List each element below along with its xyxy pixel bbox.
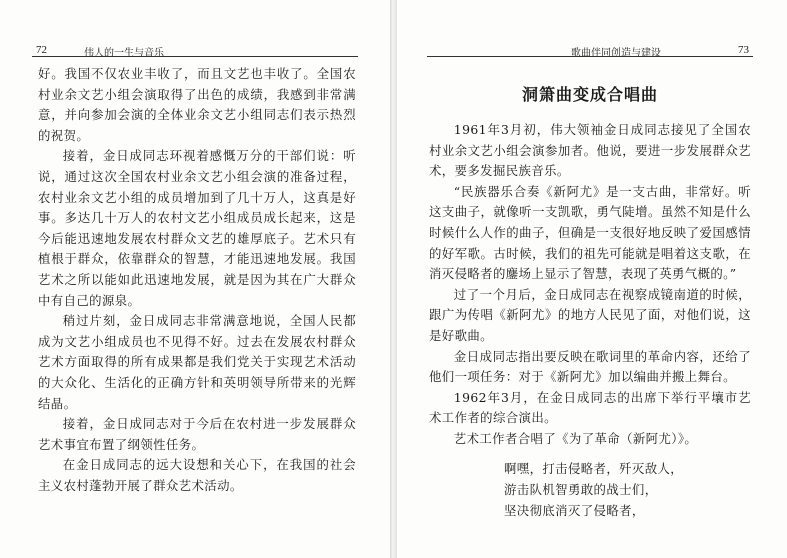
lyric-line: 坚决彻底消灭了侵略者， (504, 503, 645, 518)
right-paragraph: 艺术工作者合唱了《为了革命（新阿尤）》。 (453, 430, 698, 446)
left-paragraph: 在金日成同志的远大设想和关心下，在我国的社会主义农村蓬勃开展了群众艺术活动。 (38, 457, 356, 493)
lyric-line: 啊嘿，打击侵略者，歼灭敌人， (504, 461, 684, 476)
left-paragraph: 接着，金日成同志对于今后在农村进一步发展群众艺术事宜布置了纲领性任务。 (38, 416, 356, 452)
left-paragraph: 接着，金日成同志环视着感慨万分的干部们说：听说，通过这次全国农村业余文艺小组会演的准备过程，农村业余文艺小组的成员增加到了几十万人，这真是好事。多达几十万人的农村文艺小组成员成长起来，这是今后能迅速地发展农村群众文艺的雄厚底子。艺术只有植根于群众，依靠群众的智慧，才能迅速地发展。我国艺术之所以能如此迅速地发展，就是因为其在广大群众中有自己的源泉。 (38, 148, 356, 308)
right-paragraph: 1962年3月，在金日成同志的出席下举行平壤市艺术工作者的综合演出。 (429, 389, 751, 426)
left-header-rule (32, 56, 358, 57)
left-paragraph: 好。我国不仅农业丰收了，而且文艺也丰收了。全国农村业余文艺小组会演取得了出色的成绩，我感到非常满意，并向参加会演的全体业余文艺小组同志们表示热烈的祝贺。 (38, 66, 356, 143)
right-paragraph: 金日成同志指出要反映在歌词里的革命内容，还给了他们一项任务：对于《新阿尤》加以编曲并搬上舞台。 (429, 348, 751, 385)
right-running-title: 歌曲伴同创造与建设 (571, 48, 661, 59)
right-page-number: 73 (738, 44, 749, 56)
book-gutter (390, 0, 397, 558)
lyric-line: 游击队机智勇敢的战士们， (504, 482, 658, 497)
left-page-number: 72 (36, 44, 47, 56)
right-paragraph: 过了一个月后，金日成同志在视察成镜南道的时候，跟广为传唱《新阿尤》的地方人民见了面，对他们说，这是好歌曲。 (429, 286, 751, 343)
left-paragraph: 稍过片刻，金日成同志非常满意地说，全国人民都成为文艺小组成员也不见得不好。过去在发展农村群众艺术方面取得的所有成果都是我们党关于实现艺术活动的大众化、生活化的正确方针和英明领导所带来的光辉结晶。 (38, 313, 356, 411)
left-body-text (38, 64, 356, 496)
left-page (0, 0, 390, 558)
right-body-text (429, 120, 751, 450)
song-lyrics (504, 458, 744, 521)
left-running-title: 伟人的一生与音乐 (84, 48, 164, 59)
right-paragraph: “民族器乐合奏《新阿尤》是一支古曲，非常好。听这支曲子，就像听一支凯歌，勇气陡增。虽然不知是什么时候什么人作的曲子，但确是一支很好地反映了爱国感情的好军歌。古时候，我们的祖先可能就是唱着这支歌，在消灭侵略者的鏖场上显示了智慧，表现了英勇气概的。” (429, 183, 751, 282)
section-heading: 洞箫曲变成合唱曲 (521, 85, 658, 104)
right-header-rule (427, 56, 753, 57)
right-paragraph: 1961年3月初，伟大领袖金日成同志接见了全国农村业余文艺小组会演参加者。他说，要进一步发展群众艺术，要多发掘民族音乐。 (429, 122, 751, 179)
right-page (397, 0, 787, 558)
